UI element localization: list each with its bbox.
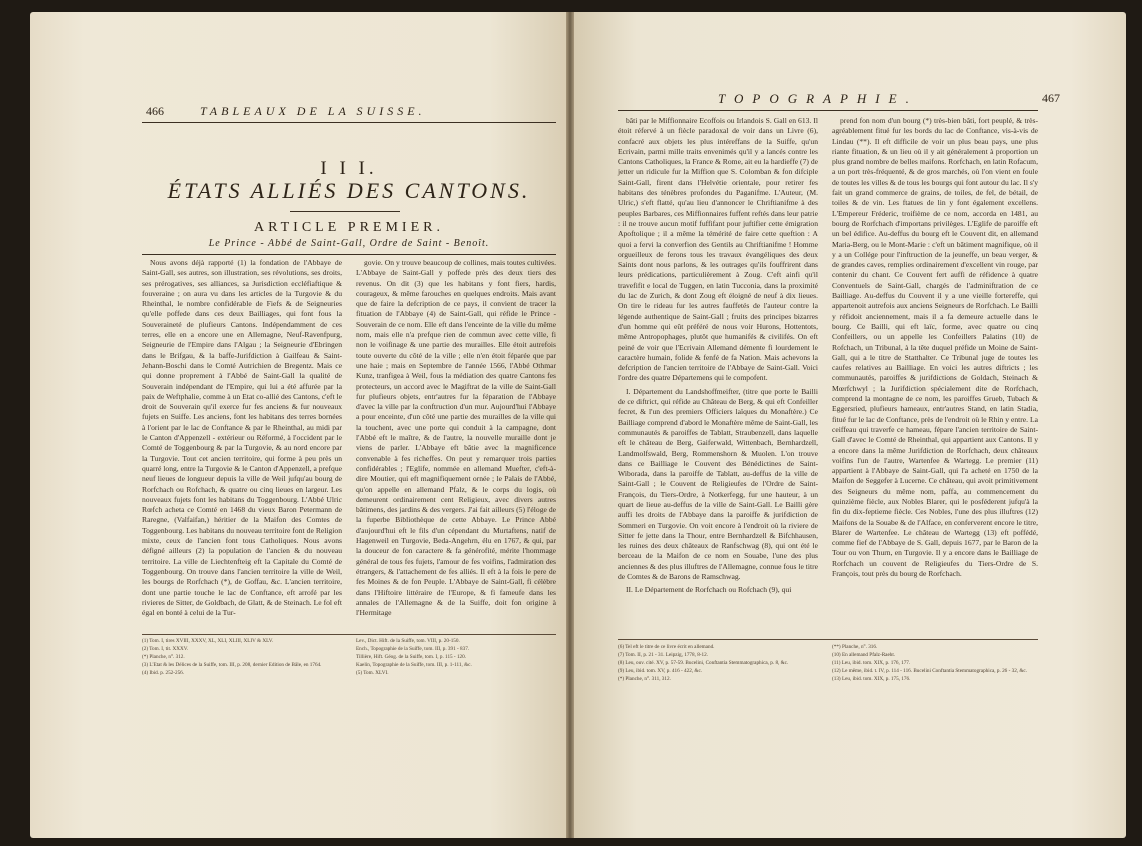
footnote: (6) Tel eft le titre de ce livre écrit en allemand. bbox=[618, 644, 715, 650]
right-footnotes-1 bbox=[618, 644, 818, 684]
footnote: (**) Planche, n°. 316. bbox=[832, 644, 878, 650]
paragraph: prend fon nom d'un bourg (*) très-bien bâti, fort peuplé, & très-agréablement fitué fur les bords du lac de Conftance, vis-à-vis de Lindau (**). Il eft difficile de voir un plus beau pays, une plus riante fituation, & un lieu où il y ait généralement à proportion un plus grand nombre de belles maifons. Rorfchach, en latin Rofacum, a un port très-fréquenté, & de gros marchés, où l'on vient en foule de toutes les villes & de tous les bourgs qui font autour du lac. Il s'y fait un grand commerce de grains, de toiles, de fel, de bétail, de toiles & de vin. Les ftatues de lin y font également excellens. L'Empereur Fréderic, troifième de ce nom, accorda en 1481, au bourg de Rorfchach d'importans privilèges. L'Eglife de paroiffe eft un bel édifice. Au-deffus du bourg eft le Couvent dit, en allemand Maria-Berg, ou le Mont-Marie : c'eft un bâtiment magnifique, où il y a un Collége pour l'inftruction de la jeuneffe, un beau verger, & de grandes caves, remplies ordinairement d'excellent vin rouge, par contenir du chant. Ce Couvent fert auffi de réfidence à quatre Conventuels de Saint-Gall, chargés de l'adminiftration de ce Bailliage. Au-deffus du Couvent il y a une vieille fortereffe, qui appartenoit autrefois aux anciens Seigneurs de Rorfchach. Le Bailli y réfidoit anciennement, mais il a fa demeure actuelle dans le bourg. Ce Bailli, qui eft laïc, forme, avec quatre ou cinq Confeillers, ou un appelle les Confeillers Palatins (10) de Rofchach, un Tribunal, à la tête duquel préfide un Moine de Saint-Gall, qui a le titre de Statthalter. Ce Tribunal juge de toutes les caufes relatives au Bailliage. En voici les autres diftricts ; les communautés, paroiffes & jurifdictions de Goldach, Steinach & Mœrfchwyl ; la Jurifdiction spécialement dite de Rorfchach, comprend la montagne de ce nom, les paroiffes Grueb, Tubach & Eggersried, plufieurs hameaux, entr'autres Stand, en latin Stadia, fitué fur le lac de Conftance, près de l'endroit où le Rhin y entre. La ceiffeau qui traverfe ce hameau, fépare l'ancien territoire de Saint-Gall d'avec le Comté de Rheinthal, qui appartient aux Cantons. Il y a encore dans la même Jurifdiction de Rorfchach, deux châteaux voifins l'un de l'autre, Wartenfee & Wartegg. Le premier (11) appartient à l'Abbaye de Saint-Gall, qui l'a acheté en 1750 de la Maifon de Seggefer à Lucerne. Ce château, qui avoit primitivement des Seigneurs du même nom, paffa, au commencement du quinzième fiècle, aux Nobles Blarer, qui le posféderent jufqu'à la fin du dix-feptieme fiècle. Ces Nobles, l'une des plus illuftres (12) Maifons de la Souabe & de l'Alface, en conferverent encore le titre, Blarer de Wartenfee. Le château de Wartegg (13) eft poffédé, comme fief de l'Abbaye de S. Gall, depuis 1677, par le Baron de la Tour ou von Thurn, en Turgovie. Il y a encore dans le Bailliage de Rorfchach un couvent de Religieufes du Tiers-Ordre de S. François, tout près du bourg de Rorfchach. bbox=[832, 116, 1038, 579]
right-text-column-2 bbox=[832, 116, 1038, 632]
footnote: (13) Leu, ibid. tom. XIX, p. 175, 176. bbox=[832, 676, 911, 682]
footnote: (1) Tom. I, tires XVIII, XXXV, XL, XLI, XLIII, XLIV & XLV. bbox=[142, 638, 274, 644]
paragraph: govie. On y trouve beaucoup de collines, mais toutes cultivées. L'Abbaye de Saint-Gall y poffede près des deux tiers des revenus. On dit (3) que les habitans y font fiers, hardis, courageux, & même farouches en quelques endroits. Mais avant que de faire la defcription de ce pays, il convient de tracer la fituation de l'Abbaye (4) de Saint-Gall, qui réfide le Prince - Souverain de ce nom. Elle eft dans l'enceinte de la ville du même nom, mais elle n'a prefque rien de commun avec cette ville, fi non le voifinage & une partie des murailles. Elle étoit autrefois toute ouverte du côté de la ville ; elle n'en étoit féparée que par une haie ; mais en Septembre de l'année 1566, l'Abbé Othmar Kunz, tranfigea à Weil, fous la médiation des quatre Cantons fes protecteurs, un accord avec le Magiftrat de la ville de Saint-Gall fur plufieurs objets, entr'autres fur la féparation de l'Abbaye d'avec la ville par la conftruction d'un mur. Aujourd'hui l'Abbaye a pour enceinte, d'un côté une partie des murailles de la ville qui la touchent, avec une porte qui conduit à la campagne, dont l'Abbé eft le maître, & de l'autre, la nouvelle muraille dont je viens de parler. L'Abbaye eft bâtie avec la magnificence convenable à fes richeffes. On peut y remarquer trois parties confidérables ; l'Eglife, nommée en allemand Muefter, c'eft-à-dire Moutier, qui eft magnifiquement ornée ; le Palais de l'Abbé, qu'on appelle en allemand Pfalz, & le corps du logis, où demeurent ordinairement cent Religieux, avec divers autres bâtimens, des jardins & des vergers. J'ai fait ailleurs (5) l'éloge de la fuperbe Bibliothèque de cette Abbaye. Le Prince Abbé d'aujourd'hui eft le fils d'un cépendant du Murtaftens, natif de Hagenweil en Turgovie, Beda-Angehrn, élu en 1767, & qui, par la douceur de fon caractere & fa générofité, mérite l'hommage général de tous fes fujets, l'amour de fes voifins, l'admiration des étrangers, & l'attachement de fes alliés. Il eft à la fois le pere de fes Moines & de fon Peuple. L'Abbaye de Saint-Gall, fi célèbre dans l'Hiftoire littéraire de l'Europe, & fi fameufe dans les annales de l'Allemagne & de la Suiffe, doit fon origine à l'Hermitage bbox=[356, 258, 556, 618]
article-subtitle: Le Prince - Abbé de Saint-Gall, Ordre de Saint - Benoît. bbox=[208, 238, 490, 249]
footnote: Lev., Dict. Hift. de la Suiffe, tom. VIII, p. 20-150. bbox=[356, 638, 460, 644]
footnote-rule bbox=[618, 639, 1038, 640]
header-rule bbox=[618, 110, 1038, 111]
right-page-content bbox=[570, 12, 1126, 838]
footnote: (7) Tom. II, p. 21 - 31. Leipzig, 1778, 8-12. bbox=[618, 652, 709, 658]
footnote: (3) L'Etat & les Délices de la Suiffe, tom. III, p. 208, dernier Edition de Bâle, en 1764. bbox=[142, 662, 322, 668]
left-text-column-1 bbox=[142, 258, 342, 618]
left-page-number: 466 bbox=[146, 104, 164, 118]
footnote: Kaelin, Topographie de la Suiffe, tom. III, p. 1-111, &c. bbox=[356, 662, 472, 668]
right-page-number: 467 bbox=[1042, 91, 1060, 105]
footnote: (*) Planche, n°. 312. bbox=[142, 654, 185, 660]
left-text-column-2 bbox=[356, 258, 556, 618]
header-rule bbox=[142, 122, 556, 123]
right-footnotes-2 bbox=[832, 644, 1038, 684]
right-text-column-1 bbox=[618, 116, 818, 632]
footnote: (4) Ibid. p. 252-256. bbox=[142, 670, 185, 676]
footnote: (5) Tom. XLVI. bbox=[356, 670, 389, 676]
paragraph: II. Le Département de Rorfchach ou Rofchach (9), qui bbox=[626, 585, 792, 595]
footnote: (2) Tom. I, tit. XXXV. bbox=[142, 646, 189, 652]
footnote: (9) Leu, ibid. tom. XV, p. 416 - 422, &c. bbox=[618, 668, 703, 674]
left-page-content bbox=[30, 12, 570, 838]
article-title: ARTICLE PREMIER. bbox=[254, 220, 444, 235]
chapter-title: ÉTATS ALLIÉS DES CANTONS. bbox=[167, 178, 531, 203]
article-rule bbox=[142, 254, 556, 255]
chapter-number: I I I. bbox=[320, 158, 378, 179]
footnote: (11) Leu, ibid. tom. XIX, p. 176, 177. bbox=[832, 660, 911, 666]
chapter-rule bbox=[290, 211, 400, 212]
footnote: (12) Le même, ibid. t. IV, p. 114 - 116. Bucelini Conftantia Stemmatographica, p. 26 - 32, &c. bbox=[832, 668, 1028, 674]
left-footnotes-2 bbox=[356, 638, 556, 678]
right-running-head: TOPOGRAPHIE. bbox=[718, 91, 918, 106]
footnote: Ench., Topographie de la Suiffe, tom. III, p. 391 - 837. bbox=[356, 646, 470, 652]
footnote: Tillière, Hift. Géog. de la Suiffe, tom. I, p. 115 - 120. bbox=[356, 654, 467, 660]
left-running-head: TABLEAUX DE LA SUISSE. bbox=[200, 104, 426, 118]
footnote: (*) Planche, n°. 311, 312. bbox=[618, 676, 671, 682]
left-footnotes-1 bbox=[142, 638, 342, 678]
paragraph: I. Département du Landshoffmeifter, (titre que porte le Bailli de ce diftrict, qui réfide au Château de Berg, & qui eft Confeiller fecret, & l'un des premiers Officiers laïques du Monaftère.) Ce Bailliage comprend d'abord le Monaftère même de Saint-Gall, les communautés & paroiffes de Tablatt, Straubenzell, dans laquelle eft le château de Berg, Gaiferwald, Wittenbach, Bernhardzell, Landmolfswald, Berg, Rommenshorn & Muolen. L'on trouve dans ce Bailliage le Couvent des Bénédictines de Saint-Wiborada, dans la paroiffe de Tablatt, au-deffus de la ville de Saint-Gall ; le Couvent de Religieufes de l'Ordre de Saint-François, du Tiers-Ordre, à Notkerfegg, fur une hauteur, à un quart de lieue au-deffus de la ville de Saint-Gall. Le Bailli gère auffi les droits de l'Abbaye dans la paroiffe & jurifdiction de Sommeri en Turgovie. On voit encore à l'endroit où la riviere de Sitter fe jette dans la Thour, entre Bernhardzell & Bifchhausen, les ruines des deux châteaux de Ranfschwag (8), qui ont été le berceau de la Maifon de ce nom en Souabe, l'une des plus anciennes & des plus illuftres de l'Allemagne, connue fous le titre de Comtes & de Barons de Ramschwag. bbox=[618, 386, 818, 582]
footnote-rule bbox=[142, 634, 556, 635]
footnote: (10) En allemand Pfalz-Raeht. bbox=[832, 652, 896, 658]
paragraph: bâti par le Miffionnaire Ecoffois ou Irlandois S. Gall en 613. Il étoit réfervé à un fiècle paradoxal de voir dans un Livre (6), confacré aux objets les plus intéreffans de la Suiffe, qu'un Ecrivain, parmi mille traits envenimés qu'il y a lancés contre les Cantons Catholiques, la France & Rome, ait eu la hardieffe (7) de jetter un ridicule fur la Miffion que S. Colomban & fon difciple Saint-Gall, firent dans l'Helvétie orientale, pour retirer fes habitans des ténèbres profondes du Paganifme. L'Auteur, (M. Ulric,) s'eft flatté, qu'au lieu d'annoncer le Chriftianifme à des peuples Barbares, ces Miffionnaires fuffent reftés dans leur patrie : il ne trouve aucun motif fuffifant pour juftifier cette émigration Apoftolique ; il a même la témérité de faire cette queftion : A quoi a fervi la converfion des Gentils au Chriftianifme ! Homme orgueilleux de ferons tous les travaux évangéliques des deux Saints dont nous parlons, & les outrages qu'ils fouffrirent dans leurs prédications, particulièrement à Zoug. C'eft ainfi qu'il travefifit e local de Tuggen, en latin Tucconia, dans la proximité du lac de Zurich, & dont Zoug eft éloigné de neuf à dix lieues. On tire le rideau fur les autres fauffetés de l'auteur contre la légende authentique de Saint-Gall ; fruits des principes bizarres d'un homme qui eût préféré de nous voir Hurons, Hottentots, même Antropophages, plutôt que humanifés & civilifés. On eft peiné de voir que l'Ecrivain Allemand démente fi lourdement le caractère humain, folide & fenfé de fa Nation. Mais achevons la defcription de l'ancien territoire de l'Abbaye de Saint-Gall. Voici l'ordre des quatre Départemens qui le compofent. bbox=[618, 116, 818, 383]
footnote: (8) Leu, ouv. cité. XV, p. 57-59. Bucelini, Conftantia Stemmatographica, p. 8, &c. bbox=[618, 660, 789, 666]
paragraph: Nous avons déjà rapporté (1) la fondation de l'Abbaye de Saint-Gall, ses autres, son illustration, ses révolutions, ses droits, ses prérogatives, ses alliances, sa Jurisdiction eccléfiaftique & fouveraine ; on aura vu dans les articles de la Turgovie & du Rheinthal, le nombre confidérable de Fiefs & de Seigneuries qu'elle poffede dans ces deux Bailliages, qui font fous la Souveraineté de plufieurs Cantons. Indépendamment de ces terres, elle en a encore une en Allemagne, Neuf-Ravenfpurg, Seigneurie de l'Empire dans l'Algau ; la Seigneurie d'Ebringen dans le Brifgau, & la baffe-Jurifdiction à Gailfeau & Saint-Jehann-Boschi dans le Comté Autrichien de Bregentz. Mais ce qui donne proprement à l'Abbé de Saint-Gall la qualité de Souverain indépendant de l'Empire, qui lui a été affurée par la paix de Weftphalie, comme à un Etat co-allié des Cantons, c'eft le droit de Souverain qu'il exerce fur fes anciens & fur nouveaux fujets en Suiffe. Les anciens, font les habitans des terres bornées à l'orient par le lac de Conftance & par le Rheinthal, au midi par le Canton d'Appenzell - extérieur ou Réformé, à l'occident par le Comté de Toggenbourg & par la Turgovie, & au nord encore par la Turgovie. Tout cet ancien territoire, qui forme à peu près un quarré long, entre la Turgovie & le Canton d'Appenzell, a prefque neuf lieues de longueur depuis la ville de Weil jufqu'au bourg de Rorfchach ou Rofchach, & quatre ou cinq lieues en largeur. Les nouveaux fujets font les habitans du Toggenbourg. L'Abbé Ulric Rœfch acheta ce Comté en 1468 du vieux Baron Petermann de Raregne, (Valfaifan,) héritier de la Maifon des Comtes de Toggenbourg. Les habitans du nouveau territoire font de Religion mixte, ceux de l'ancien font tous Catholiques. Nous avons défigné ailleurs (2) la population de l'ancien & du nouveau territoire. La ville de Liechtenfteig eft la Capitale du Comté de Toggenbourg. On trouve dans l'ancien territoire la ville de Weil, les bourgs de Rorfchach (*), de Goffau, &c. L'ancien territoire, dont une partie touche le lac de Conftance, eft arrofé par les rivieres de Sitter, de Goldbach, de Glatt, & de Steinach. Le fol eft égal en bonté à celui de la Tur- bbox=[142, 258, 342, 618]
